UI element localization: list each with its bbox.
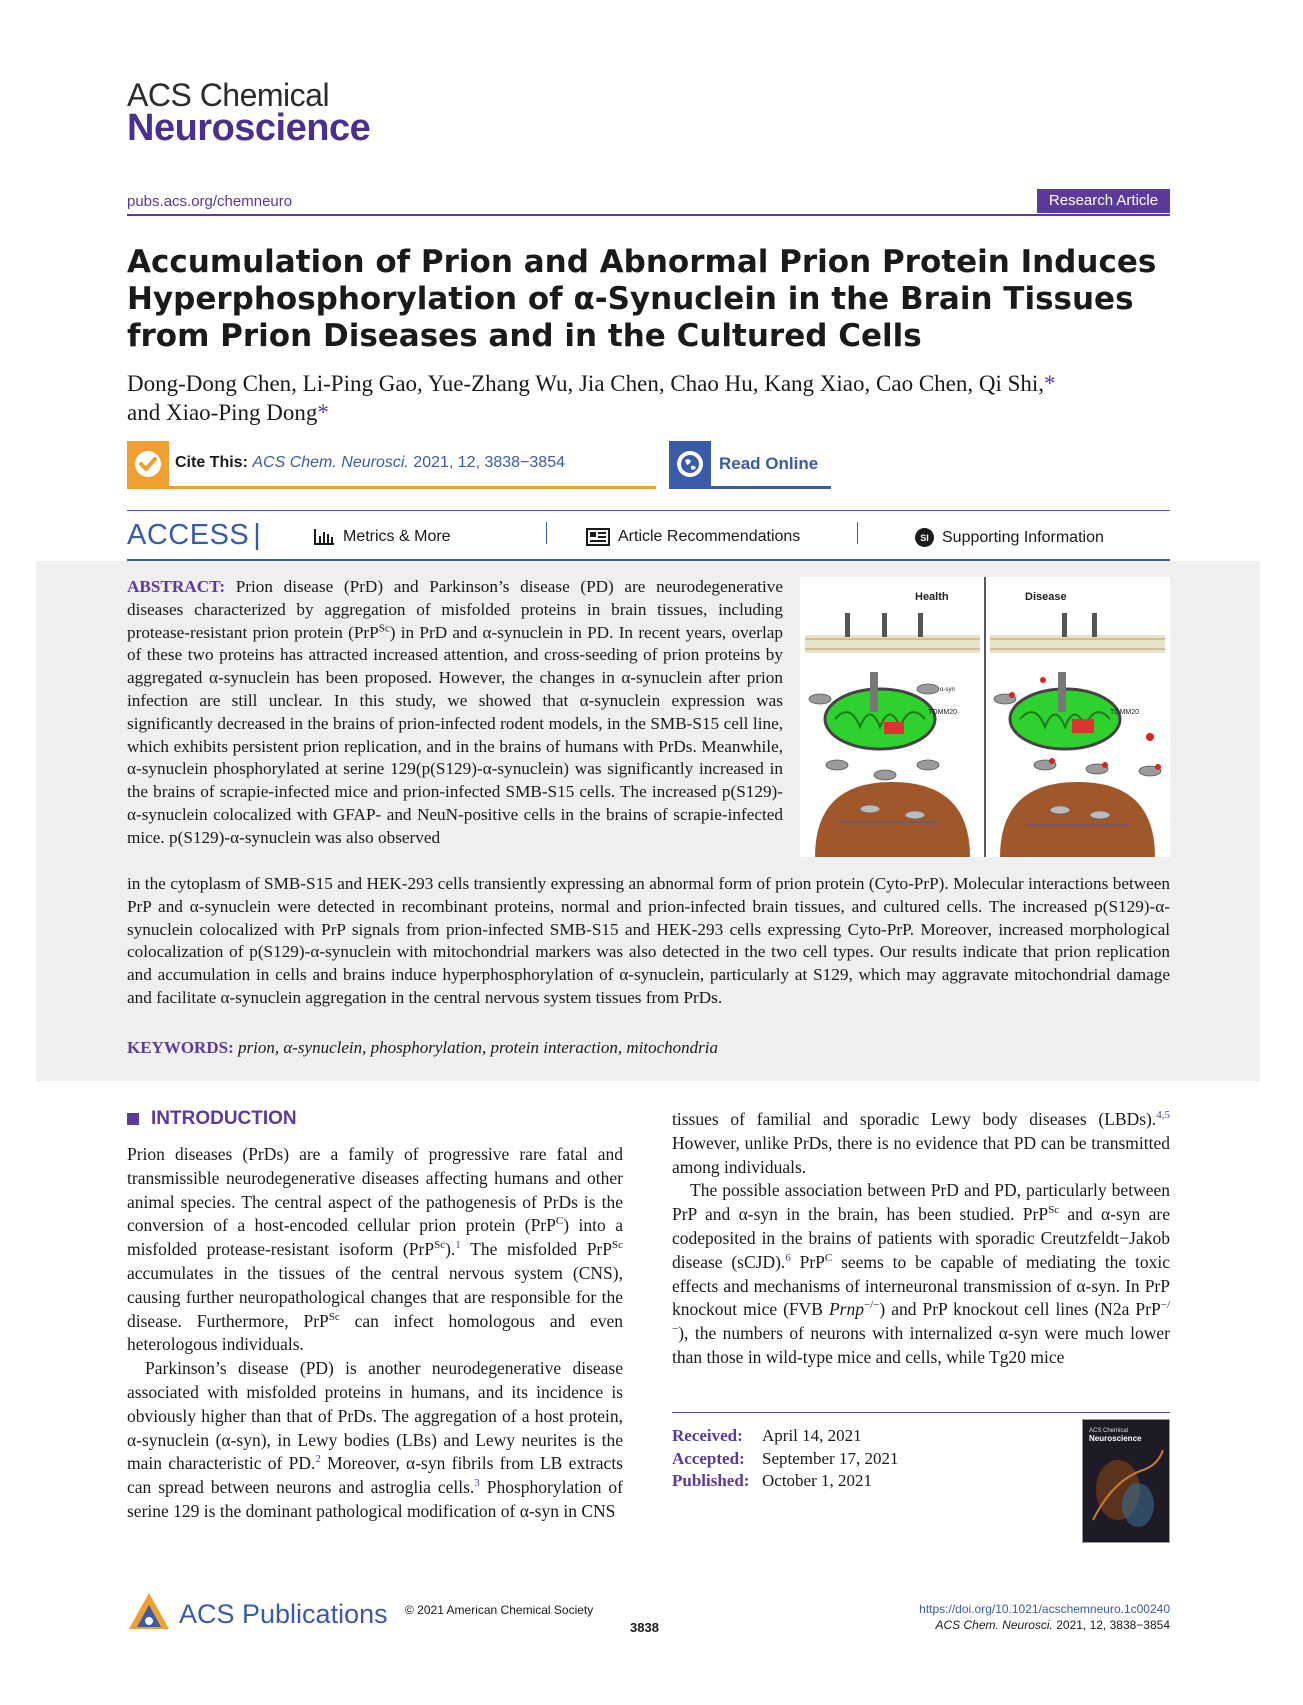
bar-chart-icon: [313, 528, 335, 546]
asyn-label: α-syn: [940, 687, 955, 693]
article-list-icon: [586, 528, 610, 546]
cover-title-line2: Neuroscience: [1089, 1434, 1142, 1443]
cite-journal[interactable]: ACS Chem. Neurosci.: [252, 454, 409, 471]
paragraph: The possible association between PrD and PD, particularly between PrP and α-syn in the brain, has been studied. PrP$^{Sc}$ and α-syn are codeposited in the brains of patients with sporadic Creutzfeldt−Jakob disease (sCJD).$^6$ PrP$^C$ seems to be capable of mediating the toxic effects and mechanisms of interneuronal transmission of α-syn. In PrP knockout mice (FVB Prnp−/−) and PrP knockout cell lines (N2a PrP−/−), the numbers of neurons with internalized α-syn were much lower than those in wild-type mice and cells, while Tg20 mice: [672, 1180, 1171, 1367]
corresponding-author-mark[interactable]: *: [1044, 371, 1056, 396]
corresponding-author-mark[interactable]: *: [317, 400, 329, 425]
page-number: 3838: [630, 1620, 659, 1635]
cover-title-line1: ACS Chemical: [1089, 1428, 1129, 1434]
keywords-list: prion, α-synuclein, phosphorylation, protein interaction, mitochondria: [237, 1038, 718, 1057]
checkmark-icon: [127, 441, 169, 487]
access-text: ACCESS: [127, 519, 250, 551]
publication-dates: [672, 1425, 898, 1493]
paragraph: Prion diseases (PrDs) are a family of progressive rare fatal and transmissible neurodegenerative diseases affecting humans and other animal species. The central aspect of the pathogenesis of PrDs is the conversion of a host-encoded cellular prion protein (PrP$^C$) into a misfolded protease-resistant isoform (PrP$^{Sc}$).$^1$ The misfolded PrP$^{Sc}$ accumulates in the tissues of the central nervous system (CNS), causing further neuropathological changes that are responsible for the disease. Furthermore, PrP$^{Sc}$ can infect homologous and even heterologous individuals.: [127, 1144, 623, 1355]
published-row: [672, 1470, 898, 1493]
accepted-label: Accepted:: [672, 1448, 745, 1468]
copyright-notice: © 2021 American Chemical Society: [405, 1603, 594, 1617]
recommendations-label: Article Recommendations: [618, 528, 801, 545]
accepted-date: September 17, 2021: [762, 1448, 899, 1468]
article-recommendations-link[interactable]: [586, 528, 800, 546]
footer-cite-details: 2021, 12, 3838−3854: [1056, 1618, 1170, 1632]
paragraph: Parkinson’s disease (PD) is another neurodegenerative disease associated with misfolded proteins in humans, and its incidence is obviously higher than that of PrDs. The aggregation of a host protein, α-synuclein (α-syn), in Lewy bodies (LBs) and Lewy neurites is the main characteristic of PD.$^2$ Moreover, α-syn fibrils from LB extracts can spread between neurons and astroglia cells.$^3$ Phosphorylation of serine 129 is the dominant pathological modification of α-syn in CNS: [127, 1358, 623, 1521]
metrics-label: Metrics & More: [343, 528, 451, 545]
journal-logo: [127, 77, 371, 149]
received-date: April 14, 2021: [762, 1426, 862, 1445]
access-separator: [546, 522, 547, 544]
dates-divider: [672, 1412, 1170, 1413]
section-square-icon: [127, 1113, 139, 1125]
access-separator: [857, 522, 858, 544]
received-row: [672, 1425, 898, 1448]
read-online-label: Read Online: [719, 454, 819, 473]
supporting-label: Supporting Information: [942, 528, 1104, 546]
article-title: Accumulation of Prion and Abnormal Prion Protein Induces Hyperphosphorylation of α-Synuclein in the Brain Tissues from Prion Diseases and in the Cultured Cells: [127, 244, 1157, 354]
si-badge-icon: SI: [915, 528, 934, 547]
received-label: Received:: [672, 1426, 743, 1445]
cite-label: Cite This:: [175, 454, 248, 471]
header-divider: [127, 214, 1170, 216]
keywords: [127, 1038, 718, 1058]
health-label: Health: [915, 591, 949, 603]
journal-name-line1: ACS Chemical: [127, 77, 330, 113]
acs-publications-text: ACS Publications: [179, 1598, 388, 1629]
introduction-heading: [127, 1108, 297, 1130]
toc-graphic: [800, 577, 1170, 857]
access-bar-top-rule: [127, 510, 1170, 511]
globe-icon: [669, 441, 711, 487]
body-column-left: [127, 1143, 623, 1524]
read-online-button[interactable]: [669, 441, 831, 487]
paragraph: tissues of familial and sporadic Lewy body diseases (LBDs).$^{4,5}$ However, unlike PrDs, there is no evidence that PD can be transmitted among individuals.: [672, 1109, 1170, 1177]
authors-line1: Dong-Dong Chen, Li-Ping Gao, Yue-Zhang Wu, Jia Chen, Chao Hu, Kang Xiao, Cao Chen, Qi Shi,: [127, 371, 1045, 396]
abstract-part1: Prion disease (PrD) and Parkinson’s disease (PD) are neurodegenerative diseases characterized by aggregation of misfolded proteins in brain tissues, including protease-resistant prion protein (PrP$^{Sc}$) in PrD and α-synuclein in PD. In recent years, overlap of these two proteins has attracted increased attention, and cross-seeding of prion proteins by aggregated α-synuclein has been proposed. However, the changes in α-synuclein after prion infection are still unclear. In this study, we showed that α-synuclein expression was significantly decreased in the brains of prion-infected rodent models, in the SMB-S15 cell line, which exhibits persistent prion replication, and in the brains of humans with PrDs. Meanwhile, α-synuclein phosphorylated at serine 129(p(S129)-α-synuclein) was significantly increased in the brains of scrapie-infected mice and prion-infected SMB-S15 cells. The increased p(S129)-α-synuclein colocalized with GFAP- and NeuN-positive cells in the brains of scrapie-infected mice. p(S129)-α-synuclein was also observed: [127, 577, 784, 847]
journal-cover-thumbnail[interactable]: [1082, 1419, 1170, 1543]
access-label: ACCESS |: [127, 519, 262, 551]
article-type-badge: Research Article: [1037, 189, 1170, 213]
metrics-more-link[interactable]: [313, 528, 451, 546]
doi-link[interactable]: https://doi.org/10.1021/acschemneuro.1c00240: [919, 1602, 1170, 1616]
cite-this-box[interactable]: [127, 441, 655, 487]
authors-line2: and Xiao-Ping Dong: [127, 400, 318, 425]
cite-details[interactable]: 2021, 12, 3838−3854: [413, 454, 565, 471]
acs-diamond-icon: [127, 1591, 171, 1637]
body-column-right: [672, 1108, 1170, 1370]
tomm20-label: TOMM20: [1110, 709, 1140, 716]
published-date: October 1, 2021: [762, 1471, 873, 1490]
author-list: [127, 369, 1177, 427]
published-label: Published:: [672, 1471, 750, 1490]
footer-citation: [870, 1618, 1170, 1632]
footer-journal: ACS Chem. Neurosci.: [935, 1618, 1053, 1632]
supporting-information-link[interactable]: [915, 528, 1104, 547]
tomm20-label: TOMM20: [928, 709, 958, 716]
accepted-row: [672, 1448, 898, 1471]
acs-publications-logo[interactable]: [127, 1591, 388, 1637]
abstract-text-continued: in the cytoplasm of SMB-S15 and HEK-293 cells transiently expressing an abnormal form of prion protein (Cyto-PrP). Molecular interactions between PrP and α-synuclein were detected in recombinant proteins, normal and prion-infected brain tissues, and cultured cells. The increased p(S129)-α-synuclein colocalized with PrP signals from prion-infected SMB-S15 and HEK-293 cells expressing Cyto-PrP. Moreover, increased morphological colocalization of p(S129)-α-synuclein with mitochondrial markers was also detected in the two cell types. Our results indicate that prion replication and accumulation in cells and brains induce hyperphosphorylation of α-synuclein, particularly at S129, which may aggravate mitochondrial damage and facilitate α-synuclein aggregation in the central nervous system tissues from PrDs.: [127, 874, 1170, 1007]
journal-url-link[interactable]: pubs.acs.org/chemneuro: [127, 193, 293, 210]
cite-underline: [127, 486, 656, 489]
keywords-label: KEYWORDS:: [127, 1038, 234, 1057]
cite-text: [175, 454, 565, 472]
introduction-heading-text: INTRODUCTION: [151, 1108, 297, 1129]
journal-name-line2: Neuroscience: [127, 107, 371, 149]
abstract-text: [127, 576, 783, 850]
read-online-underline: [669, 486, 831, 489]
disease-label: Disease: [1025, 591, 1067, 603]
abstract-label: ABSTRACT:: [127, 577, 226, 596]
